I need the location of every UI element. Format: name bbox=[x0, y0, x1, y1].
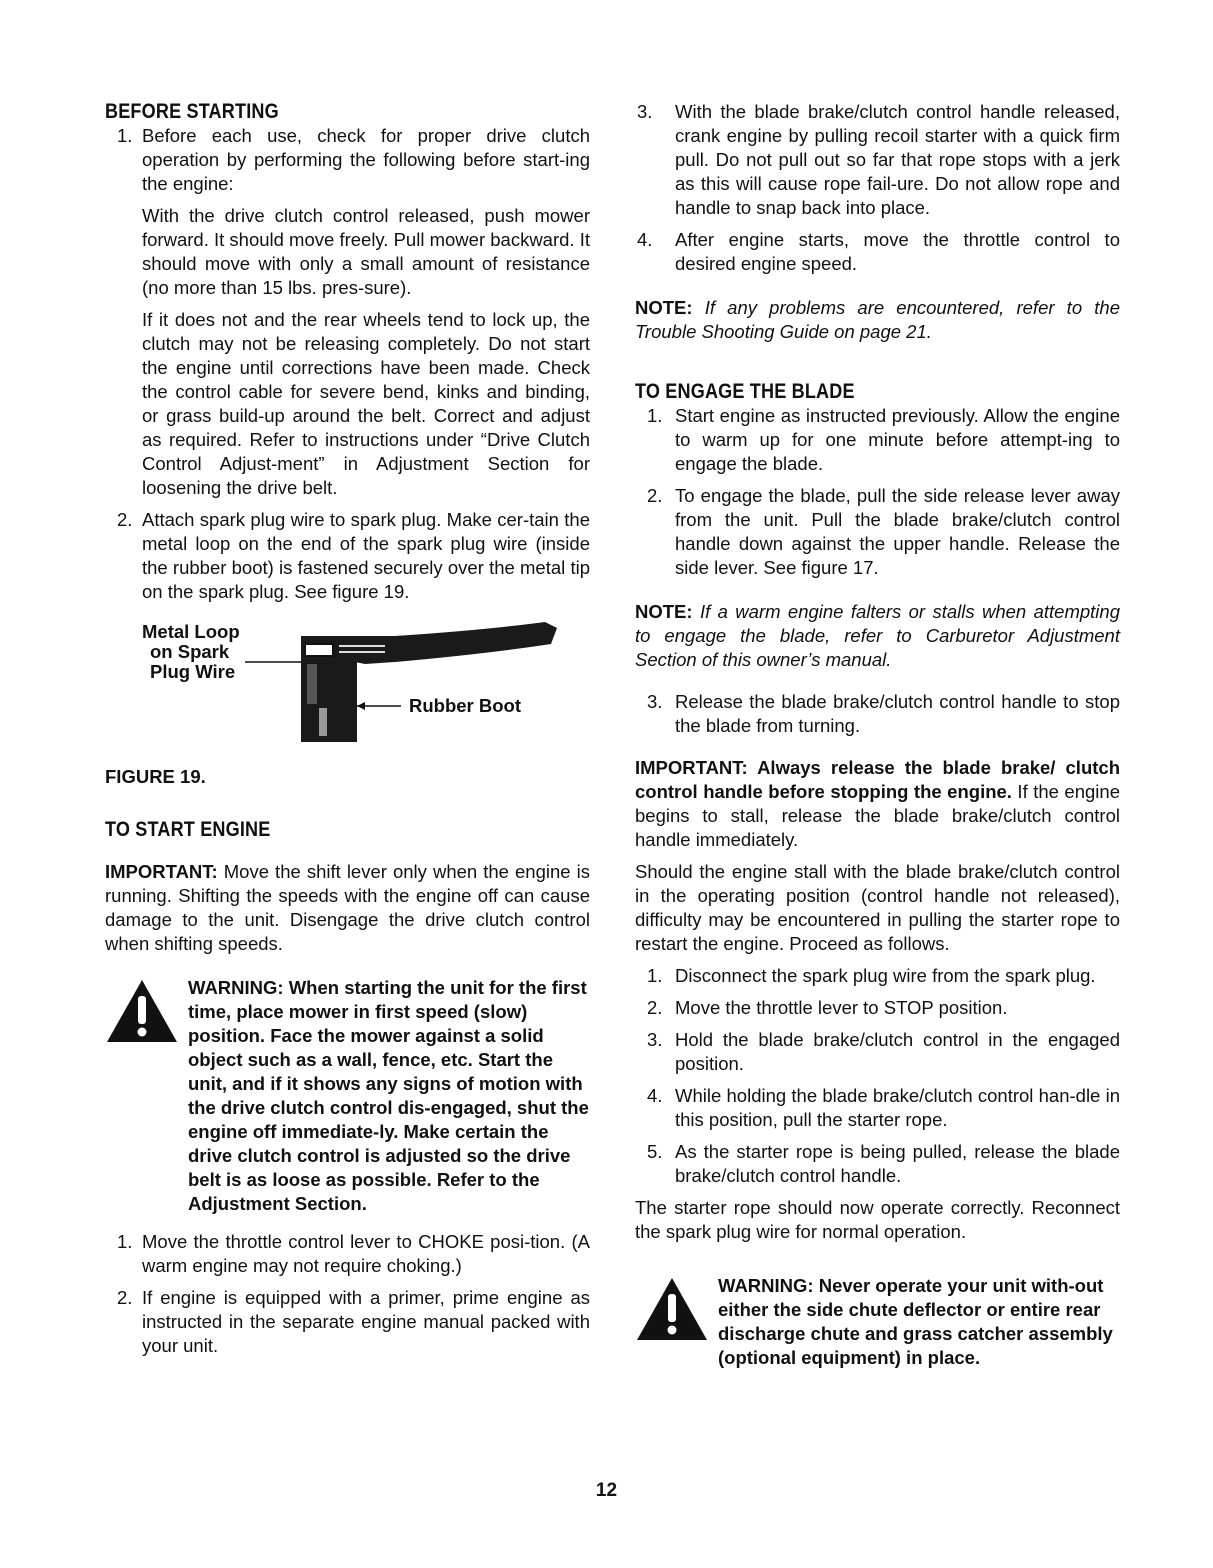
list-text: To engage the blade, pull the side release lever away from the unit. Pull the blade brake/clutch control handle down against the upper handle. Release the side lever. See figure 17. bbox=[675, 485, 1120, 578]
list-text: Disconnect the spark plug wire from the spark plug. bbox=[675, 965, 1096, 986]
list-text: Start engine as instructed previously. Allow the engine to warm up for one minute before attempt-ing to engage the blade. bbox=[675, 405, 1120, 474]
list-text: Before each use, check for proper drive clutch operation by performing the following before start-ing the engine: bbox=[142, 125, 590, 194]
list-text: With the blade brake/clutch control handle released, crank engine by pulling recoil starter with a quick firm pull. Do not pull out so far that rope stops with a jerk as this will cause rope fail-ure. Do not allow rope and handle to snap back into place. bbox=[675, 101, 1120, 218]
warning-triangle-icon bbox=[105, 978, 179, 1044]
stall-paragraph: Should the engine stall with the blade brake/clutch control in the operating position (control handle not released), difficulty may be encountered in pulling the starter rope to restart the engine. Proceed as follows. bbox=[635, 861, 1120, 954]
note-paragraph: NOTE: If a warm engine falters or stalls when attempting to engage the blade, refer to Carburetor Adjustment Section of this owner’s manual. bbox=[635, 601, 1120, 670]
warning-triangle-icon bbox=[635, 1276, 709, 1342]
list-number: 3. bbox=[647, 1029, 663, 1050]
list-item bbox=[635, 228, 1120, 276]
list-item bbox=[635, 404, 1120, 476]
figure-label-metal-loop: Metal Loop on Spark Plug Wire bbox=[142, 621, 240, 682]
list-item bbox=[635, 996, 1120, 1020]
figure-19 bbox=[105, 618, 590, 768]
list-item bbox=[635, 484, 1120, 580]
list-number: 5. bbox=[647, 1141, 663, 1162]
list-item bbox=[105, 1286, 590, 1358]
list-number: 2. bbox=[647, 485, 663, 506]
start-engine-heading: TO START ENGINE bbox=[105, 818, 271, 841]
list-item bbox=[105, 1230, 590, 1278]
list-number: 1. bbox=[117, 1231, 133, 1252]
list-text: Hold the blade brake/clutch control in the engaged position. bbox=[675, 1029, 1120, 1074]
list-number: 1. bbox=[647, 405, 663, 426]
important-paragraph: IMPORTANT: Always release the blade brake/ clutch control handle before stopping the engine. If the engine begins to stall, release the blade brake/clutch control handle immediately. bbox=[635, 757, 1120, 850]
clutch-check-paragraph: With the drive clutch control released, push mower forward. It should move freely. Pull mower backward. It should move with only a small amount of resistance (no more than 15 lbs. pres-sure). bbox=[142, 205, 590, 298]
chute-warning: WARNING: Never operate your unit with-out either the side chute deflector or entire rear discharge chute and grass catcher assembly (optional equipment) in place. bbox=[635, 1274, 1120, 1370]
left-column bbox=[105, 100, 590, 1358]
list-number: 3. bbox=[637, 101, 653, 122]
before-starting-heading: BEFORE STARTING bbox=[105, 100, 279, 123]
list-text: If engine is equipped with a primer, prime engine as instructed in the separate engine manual packed with your unit. bbox=[142, 1287, 590, 1356]
list-text: Move the throttle lever to STOP position. bbox=[675, 997, 1008, 1018]
list-item bbox=[635, 100, 1120, 220]
list-text: While holding the blade brake/clutch control han-dle in this position, pull the starter rope. bbox=[675, 1085, 1120, 1130]
figure-caption: FIGURE 19. bbox=[105, 766, 206, 787]
list-item bbox=[635, 690, 1120, 738]
list-text: Release the blade brake/clutch control handle to stop the blade from turning. bbox=[675, 691, 1120, 736]
list-item bbox=[635, 964, 1120, 988]
list-number: 3. bbox=[647, 691, 663, 712]
list-text: Attach spark plug wire to spark plug. Make cer-tain the metal loop on the end of the spark plug wire (inside the rubber boot) is fastened securely over the metal tip on the spark plug. See figure 19. bbox=[142, 509, 590, 602]
important-paragraph: IMPORTANT: Move the shift lever only when the engine is running. Shifting the speeds with the engine off can cause damage to the unit. Disengage the drive clutch control when shifting speeds. bbox=[105, 861, 590, 954]
page-number: 12 bbox=[595, 1480, 618, 1501]
list-item bbox=[105, 508, 590, 604]
list-item bbox=[635, 1140, 1120, 1188]
spark-plug-boot-illustration bbox=[245, 618, 565, 768]
restart-steps-list bbox=[635, 964, 1120, 1188]
list-number: 4. bbox=[637, 229, 653, 250]
list-text: Move the throttle control lever to CHOKE posi-tion. (A warm engine may not require choking.) bbox=[142, 1231, 590, 1276]
list-number: 2. bbox=[117, 509, 133, 530]
right-column bbox=[635, 100, 1120, 1370]
list-number: 2. bbox=[117, 1287, 133, 1308]
list-number: 2. bbox=[647, 997, 663, 1018]
list-item bbox=[105, 124, 590, 196]
figure-label-rubber-boot: Rubber Boot bbox=[409, 695, 522, 716]
list-number: 4. bbox=[647, 1085, 663, 1106]
list-number: 1. bbox=[647, 965, 663, 986]
list-item bbox=[635, 1028, 1120, 1076]
list-text: After engine starts, move the throttle control to desired engine speed. bbox=[675, 229, 1120, 274]
closing-paragraph: The starter rope should now operate correctly. Reconnect the spark plug wire for normal operation. bbox=[635, 1197, 1120, 1242]
engage-blade-heading: TO ENGAGE THE BLADE bbox=[635, 380, 855, 403]
list-number: 1. bbox=[117, 125, 133, 146]
list-item bbox=[635, 1084, 1120, 1132]
note-paragraph: NOTE: If any problems are encountered, refer to the Trouble Shooting Guide on page 21. bbox=[635, 297, 1120, 342]
clutch-correction-paragraph: If it does not and the rear wheels tend to lock up, the clutch may not be releasing completely. Do not start the engine until corrections have been made. Check the control cable for severe bend, kinks and binding, or grass build-up around the belt. Correct and adjust as required. Refer to instructions under “Drive Clutch Control Adjust-ment” in Adjustment Section for loosening the drive belt. bbox=[142, 309, 590, 498]
list-text: As the starter rope is being pulled, release the blade brake/clutch control handle. bbox=[675, 1141, 1120, 1186]
start-warning: WARNING: When starting the unit for the first time, place mower in first speed (slow) position. Face the mower against a solid object such as a wall, fence, etc. Start the unit, and if it shows any signs of motion with the drive clutch control dis-engaged, shut the engine off immediate-ly. Make certain the drive clutch control is adjusted so the drive belt is as loose as possible. Refer to the Adjustment Section. bbox=[105, 976, 590, 1216]
